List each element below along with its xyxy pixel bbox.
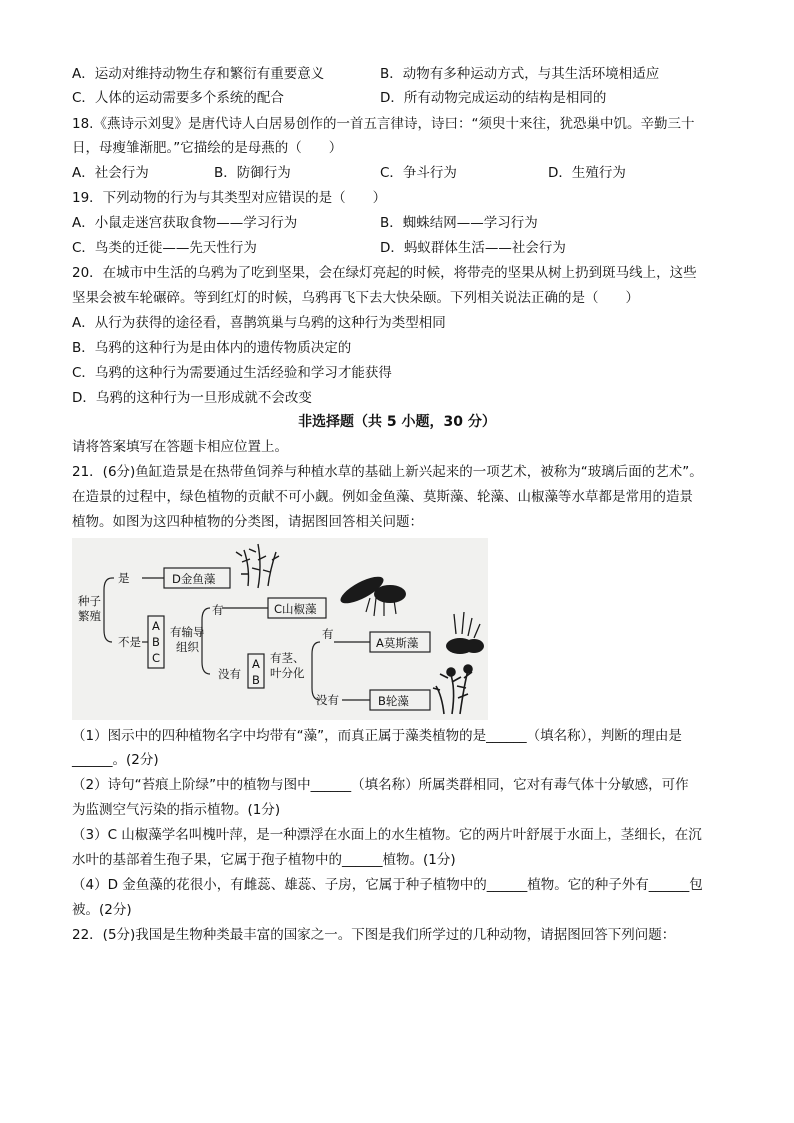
q20-stem-line2: 坚果会被车轮碾碎。等到红灯的时候，乌鸦再飞下去大快朵颐。下列相关说法正确的是（ ） (72, 290, 639, 306)
section-title: 非选择题（共 5 小题，30 分） (298, 414, 496, 430)
group-abc-a: A (152, 619, 160, 633)
classification-tree (72, 538, 488, 720)
group-abc-c: C (152, 651, 161, 665)
q21-sub4-line1: （4）D 金鱼藻的花很小，有雌蕊、雄蕊、子房，它属于种子植物中的______植物。它的种子外有______包 (72, 877, 703, 893)
q19-option-a: A．小鼠走迷宫获取食物——学习行为 (72, 215, 298, 231)
q20-option-c: C．乌鸦的这种行为需要通过生活经验和学习才能获得 (72, 365, 392, 381)
q20-option-b: B．乌鸦的这种行为是由体内的遗传物质决定的 (72, 340, 352, 356)
root-label-line2: 繁殖 (78, 609, 101, 623)
q18-stem-line1: 18.《燕诗示刘叟》是唐代诗人白居易创作的一首五言律诗，诗曰：“须臾十来往，犹恐巢中饥。辛勤三十 (72, 116, 695, 132)
q21-sub3-line2: 水叶的基部着生孢子果，它属于孢子植物中的______植物。(1分) (72, 852, 456, 868)
node-d-label: D金鱼藻 (172, 572, 216, 586)
moss-ball-plant-icon (446, 612, 484, 654)
section-instruction: 请将答案填写在答题卡相应位置上。 (72, 439, 288, 455)
q21-stem-line1: 21．(6分)鱼缸造景是在热带鱼饲养与种植水草的基础上新兴起来的一项艺术，被称为“玻璃后面的艺术”。 (72, 464, 703, 480)
q17-option-d: D．所有动物完成运动的结构是相同的 (380, 90, 607, 106)
root-brace (104, 578, 112, 642)
q21-sub2-line2: 为监测空气污染的指示植物。(1分) (72, 802, 281, 818)
stemleaf-label-line1: 有茎、 (270, 651, 305, 665)
q21-sub1-line2: ______。(2分) (72, 752, 159, 768)
node-c-label: C山椒藻 (274, 602, 317, 616)
plant-classification-diagram (72, 538, 488, 720)
label-yes: 是 (118, 571, 130, 585)
label-has: 有 (212, 603, 224, 617)
q19-option-b: B．蜘蛛结网——学习行为 (380, 215, 538, 231)
q19-option-d: D．蚂蚁群体生活——社会行为 (380, 240, 566, 256)
group-ab-a: A (252, 657, 260, 671)
q20-option-a: A．从行为获得的途径看，喜鹊筑巢与乌鸦的这种行为类型相同 (72, 315, 446, 331)
node-b-label: B轮藻 (378, 694, 409, 708)
vascular-brace (202, 608, 210, 674)
q19-stem: 19．下列动物的行为与其类型对应错误的是（ ） (72, 190, 387, 206)
q22-stem-line1: 22．(5分)我国是生物种类最丰富的国家之一。下图是我们所学过的几种动物，请据图回答下列问题： (72, 927, 676, 943)
q21-stem-line3: 植物。如图为这四种植物的分类图，请据图回答相关问题： (72, 514, 423, 530)
q20-option-d: D．乌鸦的这种行为一旦形成就不会改变 (72, 390, 312, 406)
vascular-label-line2: 组织 (176, 640, 199, 654)
q18-stem-line2: 日，母瘦雏渐肥。”它描绘的是母燕的（ ） (72, 140, 343, 156)
vascular-label-line1: 有输导 (170, 625, 205, 639)
q21-sub1-line1: （1）图示中的四种植物名字中均带有“藻”，而真正属于藻类植物的是______（填名称），判断的理由是 (72, 728, 682, 744)
hornwort-plant-icon (236, 544, 279, 588)
stemleaf-label-line2: 叶分化 (270, 666, 305, 680)
label-no: 不是 (118, 635, 141, 649)
q21-sub3-line1: （3）C 山椒藻学名叫槐叶萍，是一种漂浮在水面上的水生植物。它的两片叶舒展于水面上，茎细长，在沉 (72, 827, 702, 843)
q21-sub2-line1: （2）诗句“苔痕上阶绿”中的植物与图中______（填名称）所属类群相同，它对有毒气体十分敏感，可作 (72, 777, 689, 793)
chara-plant-icon (433, 665, 472, 714)
q17-option-b: B．动物有多种运动方式，与其生活环境相适应 (380, 66, 660, 82)
q18-option-c: C．争斗行为 (380, 165, 457, 181)
root-label-line1: 种子 (78, 594, 101, 608)
q18-option-b: B．防御行为 (214, 165, 291, 181)
q17-option-c: C．人体的运动需要多个系统的配合 (72, 90, 284, 106)
q18-option-a: A．社会行为 (72, 165, 149, 181)
group-ab-b: B (252, 673, 260, 687)
q18-option-d: D．生殖行为 (548, 165, 626, 181)
q21-sub4-line2: 被。(2分) (72, 902, 132, 918)
q19-option-c: C．鸟类的迁徙——先天性行为 (72, 240, 257, 256)
salvinia-plant-icon (337, 572, 406, 616)
node-a-label: A莫斯藻 (376, 636, 419, 650)
group-abc-b: B (152, 635, 160, 649)
label-has2: 有 (322, 627, 334, 641)
q17-option-a: A．运动对维持动物生存和繁衍有重要意义 (72, 66, 325, 82)
label-has-not: 没有 (218, 667, 241, 681)
label-has-not2: 没有 (316, 693, 339, 707)
q21-stem-line2: 在造景的过程中，绿色植物的贡献不可小觑。例如金鱼藻、莫斯藻、轮藻、山椒藻等水草都是常用的造景 (72, 489, 693, 505)
q20-stem-line1: 20．在城市中生活的乌鸦为了吃到坚果，会在绿灯亮起的时候，将带壳的坚果从树上扔到斑马线上，这些 (72, 265, 697, 281)
stemleaf-brace (312, 642, 320, 700)
